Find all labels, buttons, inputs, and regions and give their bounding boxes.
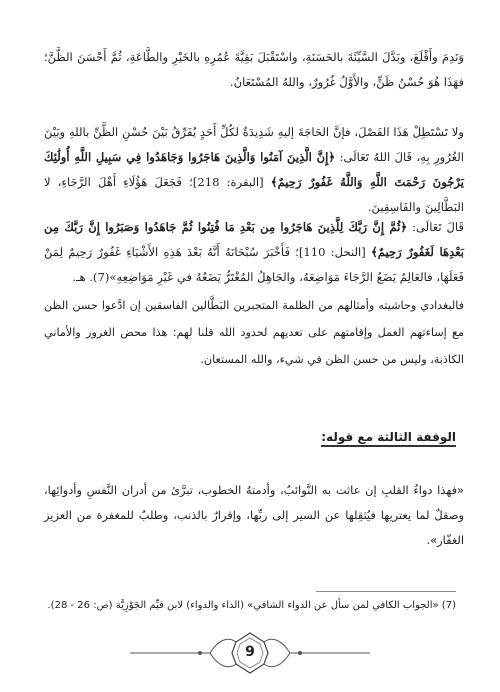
body-paragraph-5 <box>44 478 464 553</box>
footnote: (7) «الجواب الكافي لمن سأل عن الدواء الشافي» (الداء والدواء) لابن قيِّم الجَوْزِيَّة (ص: 26 - 28). <box>47 600 456 611</box>
paragraph-segment: [البقرة: 218]؛ فَجَعَلَ هَؤُلَاءِ أَهْلَ الرَّجَاءِ، لا البَطَّالِينَ والفَاسِقِينَ. <box>44 175 464 214</box>
paragraph-segment: ولا تَسْتَطِلْ هَذَا الفَصْلَ، فإنَّ الحَاجَةَ إليهِ شَدِيدَةٌ لكُلِّ أَحَدٍ يُفَرِّقُ بَيْنَ حُسْنِ الظَّنِّ باللهِ وبَيْنَ الغُرُورِ بِهِ، قَالَ اللهُ تَعَالَى: <box>44 125 464 164</box>
body-paragraph-4 <box>44 292 464 373</box>
paragraph-text <box>44 215 464 290</box>
paragraph-segment: قَالَ تَعَالَى: <box>407 220 464 234</box>
quran-verse: ﴿إِنَّ الَّذِينَ آمَنُوا وَالَّذِينَ هَاجَرُوا وَجَاهَدُوا فِي سَبِيلِ اللَّهِ أُولَٰئِكَ يَرْجُونَ رَحْمَتَ اللَّهِ وَاللَّهُ غَفُورٌ رَحِيمٌ﴾ <box>44 150 464 189</box>
paragraph-segment: [النحل: 110]؛ فَأَخْبَرَ سُبْحَانَهُ أَنَّهُ بَعْدَ هَذِهِ الأَشْيَاءِ غَفُورٌ رَحِيمٌ لِمَنْ فَعَلَهَا، فالعَالِمُ يَضَعُ الرَّجَاءَ مَوَاضِعَهُ، والجَاهِلُ المُغْتَرُّ يَضَعُهُ في غَيْرِ مَوَاضِعِهِ»(7). هـ. <box>44 245 464 284</box>
paragraph-text: وَنَدِمَ وأَقْلَعَ، وبَدَّلَ السَّيِّئَةَ بالحَسَنَةِ، واسْتَقْبَلَ بَقِيَّةَ عُمُرِهِ بالخَيْرِ والطَّاعَةِ، ثُمَّ أَحْسَنَ الظَّنَّ؛ فهَذَا هُوَ حُسْنُ ظَنٍّ، والأَوَّلُ غُرُورٌ، واللهُ المُسْتَعَانُ. <box>44 50 464 89</box>
section-heading: الوقفة الثالثة مع قوله: <box>321 430 456 447</box>
paragraph-text: فالبغدادي وحاشيته وأمثالهم من الظلمة المتجبرين البَطَّالين الفاسقين إن ادَّعوا حسن الظن مع إساءتهم العمل وإقامتهم على تعديهم لحدود الله قلنا لهم: هذا محض الغرور والأماني الكاذبة، وليس من حسن الظن في شيء، والله المستعان. <box>44 299 464 366</box>
footnote-divider <box>316 591 456 592</box>
body-paragraph-1 <box>44 45 464 95</box>
paragraph-text: «فهذا دواءُ القلبِ إن عاثت به النَّوائبُ، وأدمتهُ الخطوب، تبرَّئ من أدران النَّفسِ وأدوائِها، وصقلٌ لما يعتريها فيُثقِلها عن السير إلى ربِّها، وإقرارٌ بالذنب، وطلبٌ للمغفرة من العزيز الغفّار». <box>44 483 464 547</box>
body-paragraph-2 <box>44 120 464 220</box>
body-paragraph-3 <box>44 215 464 290</box>
page-number: 9 <box>245 644 255 660</box>
paragraph-text <box>44 120 464 220</box>
quran-verse: ﴿ثُمَّ إِنَّ رَبَّكَ لِلَّذِينَ هَاجَرُوا مِن بَعْدِ مَا فُتِنُوا ثُمَّ جَاهَدُوا وَصَبَرُوا إِنَّ رَبَّكَ مِن بَعْدِهَا لَغَفُورٌ رَحِيمٌ﴾ <box>44 220 464 259</box>
